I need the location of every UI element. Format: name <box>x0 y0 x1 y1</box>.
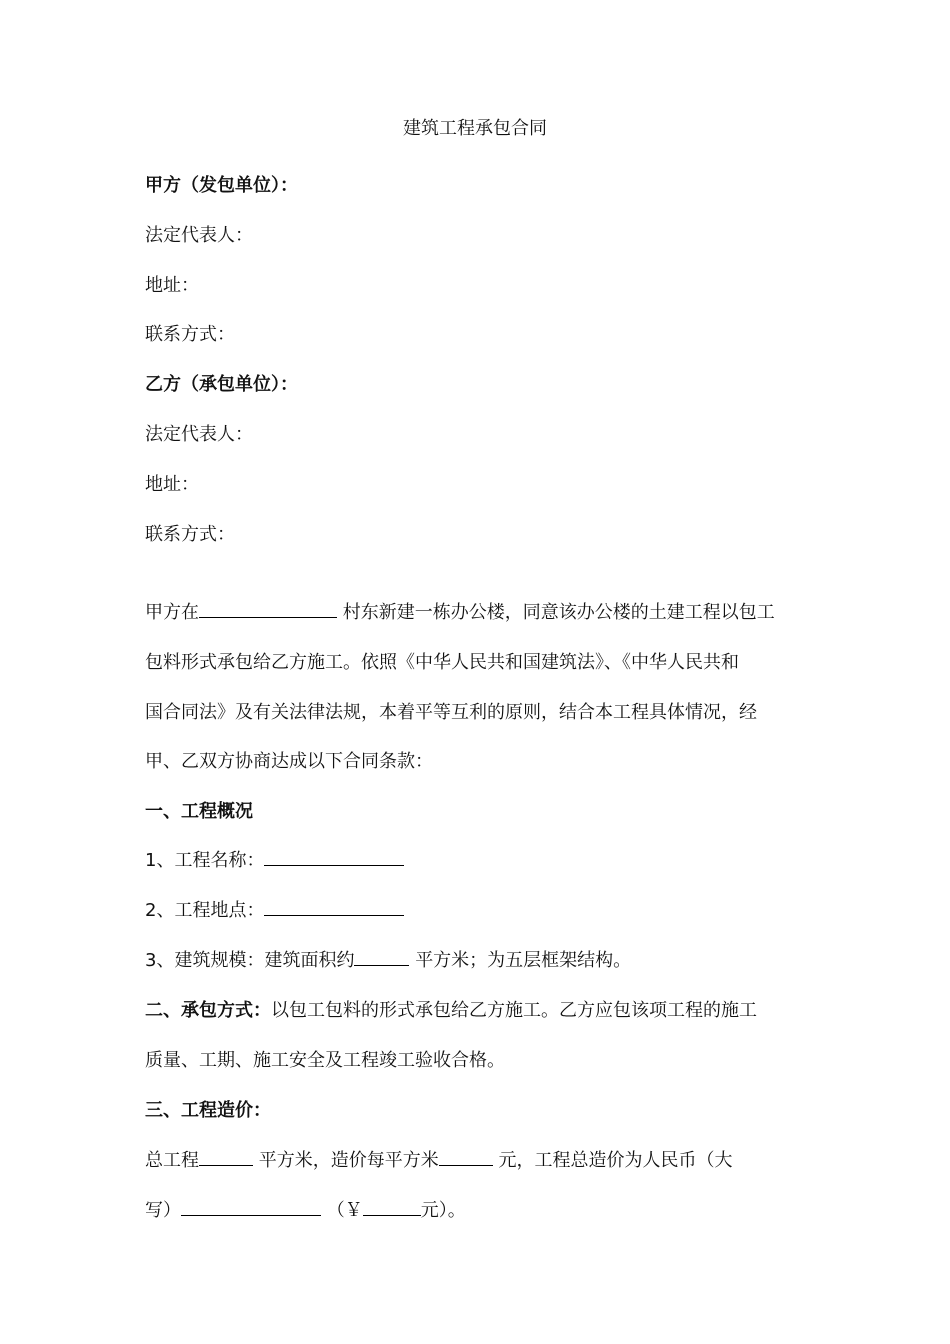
project-name-line <box>145 848 404 874</box>
section-2-text: 以包工包料的形式承包给乙方施工。乙方应包该项工程的施工 <box>271 1000 757 1021</box>
building-scale-label: 3、建筑规模：建筑面积约 <box>145 950 355 971</box>
section-2-line-1 <box>145 998 757 1024</box>
preamble-line-3: 国合同法》及有关法律法规，本着平等互利的原则，结合本工程具体情况，经 <box>145 702 757 723</box>
total-area-blank[interactable] <box>199 1148 253 1166</box>
building-scale-text: 平方米；为五层框架结构。 <box>415 950 632 971</box>
section-3-line-2 <box>145 1198 466 1224</box>
section-1-heading: 一、工程概况 <box>145 801 253 822</box>
preamble-text: 村东新建一栋办公楼，同意该办公楼的土建工程以包工 <box>342 602 775 623</box>
total-price-label: 元，工程总造价为人民币（大 <box>498 1150 733 1171</box>
party-a-contact-label: 联系方式： <box>145 324 235 345</box>
total-area-label: 总工程 <box>145 1150 199 1171</box>
party-b-contact-label: 联系方式： <box>145 524 235 545</box>
party-a-heading: 甲方（发包单位）： <box>145 175 298 196</box>
amount-figures-blank[interactable] <box>363 1198 421 1216</box>
preamble-line-1 <box>145 600 775 626</box>
project-location-blank[interactable] <box>264 898 404 916</box>
preamble-line-4: 甲、乙双方协商达成以下合同条款： <box>145 751 433 772</box>
project-location-line <box>145 898 404 924</box>
section-2-line-2: 质量、工期、施工安全及工程竣工验收合格。 <box>145 1050 505 1071</box>
party-b-representative-label: 法定代表人： <box>145 424 253 445</box>
section-2-heading: 二、承包方式： <box>145 1000 271 1021</box>
unit-price-blank[interactable] <box>439 1148 493 1166</box>
project-name-label: 1、工程名称： <box>145 850 265 871</box>
amount-figures-label: （￥ <box>326 1200 363 1221</box>
amount-in-words-label: 写） <box>145 1200 181 1221</box>
document-title: 建筑工程承包合同 <box>403 118 547 139</box>
preamble-line-2: 包料形式承包给乙方施工。依照《中华人民共和国建筑法》、《中华人民共和 <box>145 652 739 673</box>
building-scale-line <box>145 948 631 974</box>
party-a-representative-label: 法定代表人： <box>145 225 253 246</box>
project-location-label: 2、工程地点： <box>145 900 265 921</box>
party-b-heading: 乙方（承包单位）： <box>145 374 298 395</box>
floor-area-blank[interactable] <box>354 948 409 966</box>
amount-unit-label: 元）。 <box>420 1200 466 1221</box>
party-a-address-label: 地址： <box>145 275 199 296</box>
section-3-heading: 三、工程造价： <box>145 1100 271 1121</box>
amount-in-words-blank[interactable] <box>181 1198 321 1216</box>
project-name-blank[interactable] <box>264 848 404 866</box>
section-3-line-1 <box>145 1148 732 1174</box>
party-b-address-label: 地址： <box>145 474 199 495</box>
village-blank-line[interactable] <box>199 600 337 618</box>
unit-price-label: 平方米，造价每平方米 <box>258 1150 439 1171</box>
preamble-text: 甲方在 <box>145 602 199 623</box>
